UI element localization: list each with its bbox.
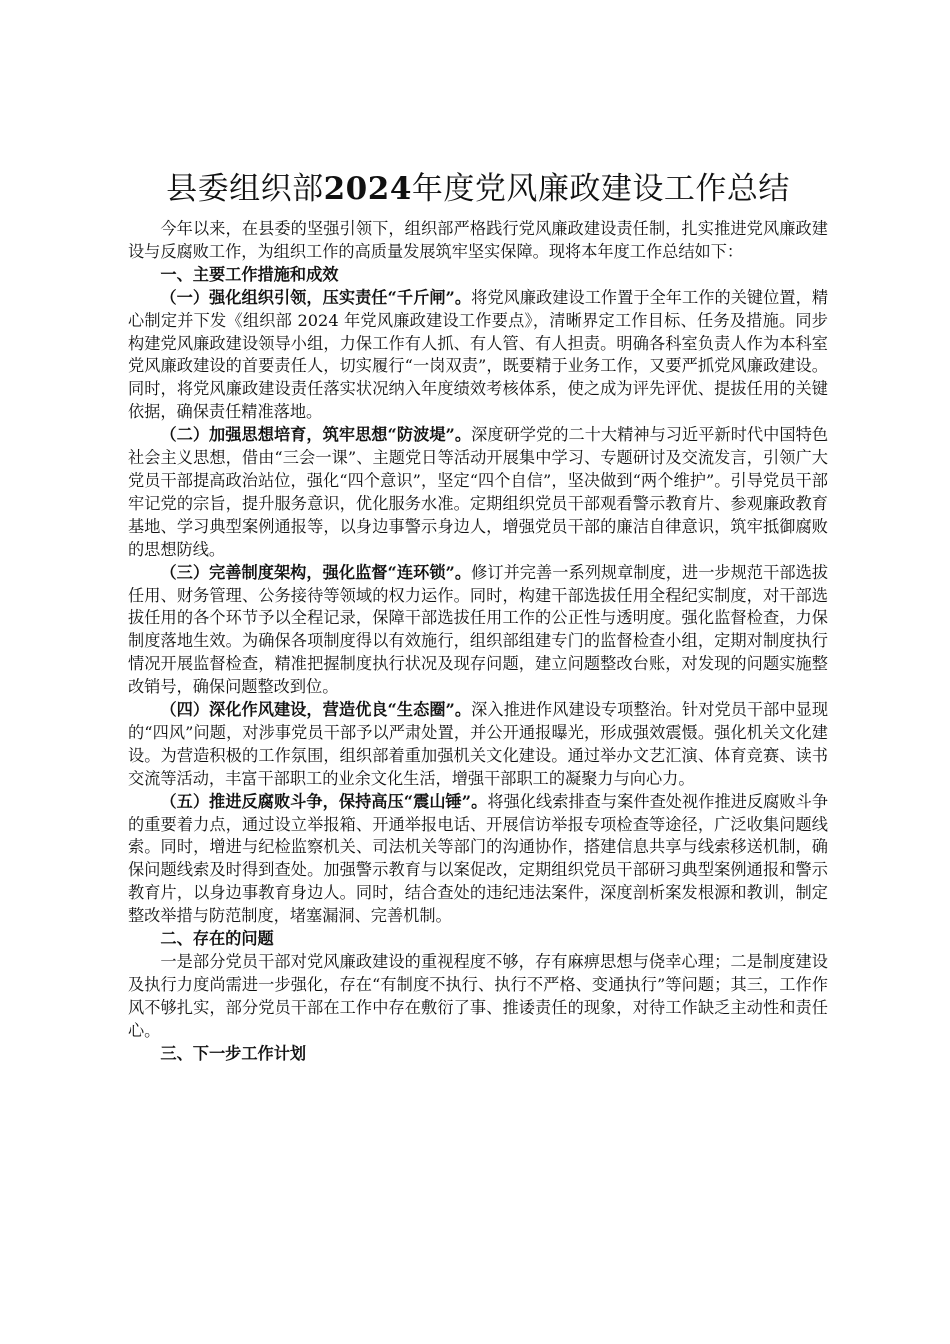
- measure-lead: （四）深化作风建设，营造优良“生态圈”。: [160, 700, 472, 720]
- measure-paragraph-4: [128, 699, 828, 791]
- measure-body: 将党风廉政建设工作置于全年工作的关键位置，精心制定并下发《组织部 2024 年党风廉政建设工作要点》，清晰界定工作目标、任务及措施。同步构建党风廉政建设领导小组，力保工作有人抓、有人管、有人担责。明确各科室负责人作为本科室党风廉政建设的首要责任人，切实履行“一岗双责”，既要精于业务工作，又要严抓党风廉政建设。同时，将党风廉政建设责任落实状况纳入年度绩效考核体系，使之成为评先评优、提拔任用的关键依据，确保责任精准落地。: [128, 287, 829, 422]
- intro-paragraph: 今年以来，在县委的坚强引领下，组织部严格践行党风廉政建设责任制，扎实推进党风廉政建设与反腐败工作，为组织工作的高质量发展筑牢坚实保障。现将本年度工作总结如下：: [128, 219, 828, 261]
- measure-lead: （五）推进反腐败斗争，保持高压“震山锤”。: [160, 791, 488, 811]
- measure-lead: （二）加强思想培育，筑牢思想“防波堤”。: [160, 425, 472, 445]
- measure-body: 深入推进作风建设专项整治。针对党员干部中显现的“四风”问题，对涉事党员干部予以严肃处置，并公开通报曝光，形成强效震慑。强化机关文化建设。为营造积极的工作氛围，组织部着重加强机关文化建设。通过举办文艺汇演、体育竞赛、读书交流等活动，丰富干部职工的业余文化生活，增强干部职工的凝聚力与向心力。: [128, 700, 829, 788]
- section-heading-next-plan: 三、下一步工作计划: [160, 1043, 307, 1063]
- section-heading-problems: 二、存在的问题: [160, 929, 274, 949]
- document-title: [128, 168, 828, 210]
- measure-paragraph-2: [128, 424, 828, 561]
- section-heading-measures: 一、主要工作措施和成效: [160, 264, 339, 284]
- measure-paragraph-3: [128, 562, 828, 699]
- title-suffix: 年度党风廉政建设工作总结: [411, 171, 790, 207]
- measure-paragraph-1: [128, 287, 828, 424]
- measure-body: 修订并完善一系列规章制度，进一步规范干部选拔任用、财务管理、公务接待等领域的权力运作。同时，构建干部选拔任用全程纪实制度，对干部选拔任用的各个环节予以全程记录，保障干部选拔任用工作的公正性与透明度。强化监督检查，力保制度落地生效。为确保各项制度得以有效施行，组织部组建专门的监督检查小组，定期对制度执行情况开展监督检查，精准把握制度执行状况及现存问题，建立问题整改台账，对发现的问题实施整改销号，确保问题整改到位。: [128, 562, 829, 697]
- measure-body: 将强化线索排查与案件查处视作推进反腐败斗争的重要着力点，通过设立举报箱、开通举报电话、开展信访举报专项检查等途径，广泛收集问题线索。同时，增进与纪检监察机关、司法机关等部门的沟通协作，搭建信息共享与线索移送机制，确保问题线索及时得到查处。加强警示教育与以案促改，定期组织党员干部研习典型案例通报和警示教育片，以身边事教育身边人。同时，结合查处的违纪违法案件，深度剖析案发根源和教训，制定整改举措与防范制度，堵塞漏洞、完善机制。: [128, 791, 829, 926]
- title-prefix: 县委组织部: [166, 171, 324, 207]
- problems-paragraph: 一是部分党员干部对党风廉政建设的重视程度不够，存有麻痹思想与侥幸心理；二是制度建设及执行力度尚需进一步强化，存在“有制度不执行、执行不严格、变通执行”等问题；其三，工作作风不够扎实，部分党员干部在工作中存在敷衍了事、推诿责任的现象，对待工作缺乏主动性和责任心。: [128, 952, 828, 1040]
- measure-lead: （三）完善制度架构，强化监督“连环锁”。: [160, 562, 472, 582]
- measure-lead: （一）强化组织引领，压实责任“千斤闸”。: [160, 287, 472, 307]
- measure-body: 深度研学党的二十大精神与习近平新时代中国特色社会主义思想，借由“三会一课”、主题党日等活动开展集中学习、专题研讨及交流发言，引领广大党员干部提高政治站位，强化“四个意识”，坚定“四个自信”，坚决做到“两个维护”。引导党员干部牢记党的宗旨，提升服务意识，优化服务水准。定期组织党员干部观看警示教育片、参观廉政教育基地、学习典型案例通报等，以身边事警示身边人，增强党员干部的廉洁自律意识，筑牢抵御腐败的思想防线。: [128, 425, 829, 559]
- measure-paragraph-5: [128, 791, 828, 928]
- document-page: [128, 168, 828, 1066]
- title-year: 2024: [323, 171, 412, 207]
